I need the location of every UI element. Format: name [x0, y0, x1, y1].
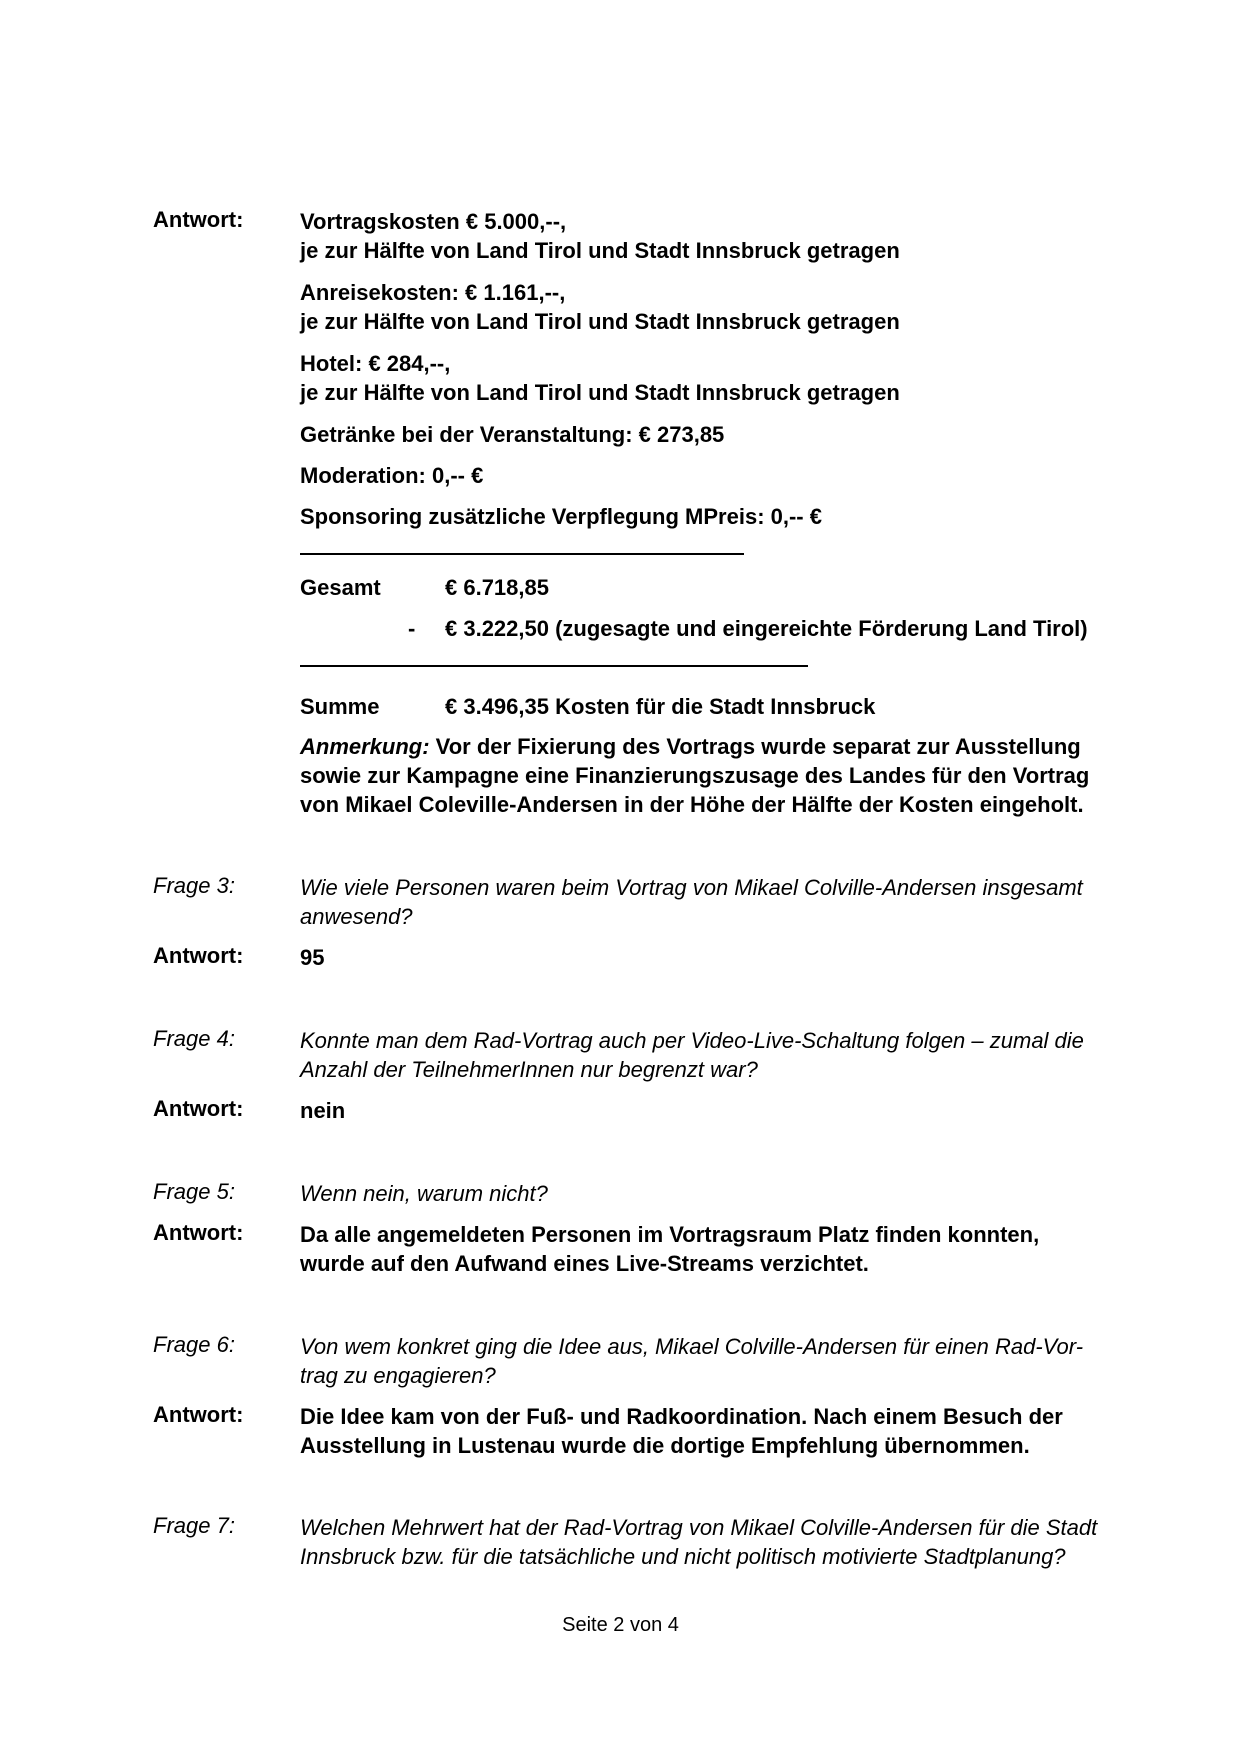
divider-line: [300, 665, 808, 667]
answer-text: nein: [300, 1098, 346, 1123]
sum-value: € 3.496,35 Kosten für die Stadt Innsbruck: [445, 694, 876, 719]
answer-label: Antwort:: [153, 943, 244, 968]
question-text: Konnte man dem Rad-Vortrag auch per Video-Live-Schaltung folgen – zumal die Anzahl der TeilnehmerInnen nur begrenzt war?: [300, 1028, 1084, 1082]
question-label: Frage 6:: [153, 1332, 235, 1357]
question-text: Wie viele Personen waren beim Vortrag von Mikael Colville-Andersen insgesamt anwesend?: [300, 875, 1083, 929]
question-text: Von wem konkret ging die Idee aus, Mikael Colville-Andersen für einen Rad-Vor- trag zu engagieren?: [300, 1334, 1084, 1388]
cost-item-sponsoring: Sponsoring zusätzliche Verpflegung MPreis: 0,-- €: [300, 504, 822, 529]
question-text: Wenn nein, warum nicht?: [300, 1181, 548, 1206]
cost-item-drinks: Getränke bei der Veranstaltung: € 273,85: [300, 422, 725, 447]
question-label: Frage 7:: [153, 1513, 235, 1538]
total-value: € 6.718,85: [445, 575, 549, 600]
answer-text: Da alle angemeldeten Personen im Vortragsraum Platz finden konnten, wurde auf den Aufwand eines Live-Streams verzichtet.: [300, 1222, 1040, 1276]
divider-line: [300, 553, 744, 555]
subsidy-value: € 3.222,50 (zugesagte und eingereichte Förderung Land Tirol): [445, 616, 1088, 641]
cost-item-travel: Anreisekosten: € 1.161,--, je zur Hälfte von Land Tirol und Stadt Innsbruck getragen: [300, 280, 900, 334]
answer-label: Antwort:: [153, 207, 244, 232]
cost-item-lecture: Vortragskosten € 5.000,--, je zur Hälfte von Land Tirol und Stadt Innsbruck getragen: [300, 209, 900, 263]
sum-label: Summe: [300, 694, 380, 719]
total-label: Gesamt: [300, 575, 381, 600]
question-label: Frage 4:: [153, 1026, 235, 1051]
question-text: Welchen Mehrwert hat der Rad-Vortrag von Mikael Colville-Andersen für die Stadt Innsbruck bzw. für die tatsächliche und nicht politisch motivierte Stadtplanung?: [300, 1515, 1098, 1569]
answer-text: Die Idee kam von der Fuß- und Radkoordination. Nach einem Besuch der Ausstellung in Lustenau wurde die dortige Empfehlung übernommen.: [300, 1404, 1063, 1458]
cost-item-hotel: Hotel: € 284,--, je zur Hälfte von Land Tirol und Stadt Innsbruck getragen: [300, 351, 900, 405]
cost-item-moderation: Moderation: 0,-- €: [300, 463, 484, 488]
note: Anmerkung: Vor der Fixierung des Vortrags wurde separat zur Ausstellung sowie zur Kampagne eine Finanzierungszusage des Landes für den Vortrag von Mikael Coleville-Andersen in der Höhe der Hälfte der Kosten eingeholt.: [300, 734, 1090, 817]
question-label: Frage 5:: [153, 1179, 235, 1204]
answer-label: Antwort:: [153, 1220, 244, 1245]
note-label: Anmerkung:: [300, 734, 430, 759]
answer-text: 95: [300, 945, 325, 970]
page-number: Seite 2 von 4: [562, 1614, 679, 1636]
answer-label: Antwort:: [153, 1096, 244, 1121]
answer-label: Antwort:: [153, 1402, 244, 1427]
minus-sign: -: [408, 616, 416, 641]
question-label: Frage 3:: [153, 873, 235, 898]
